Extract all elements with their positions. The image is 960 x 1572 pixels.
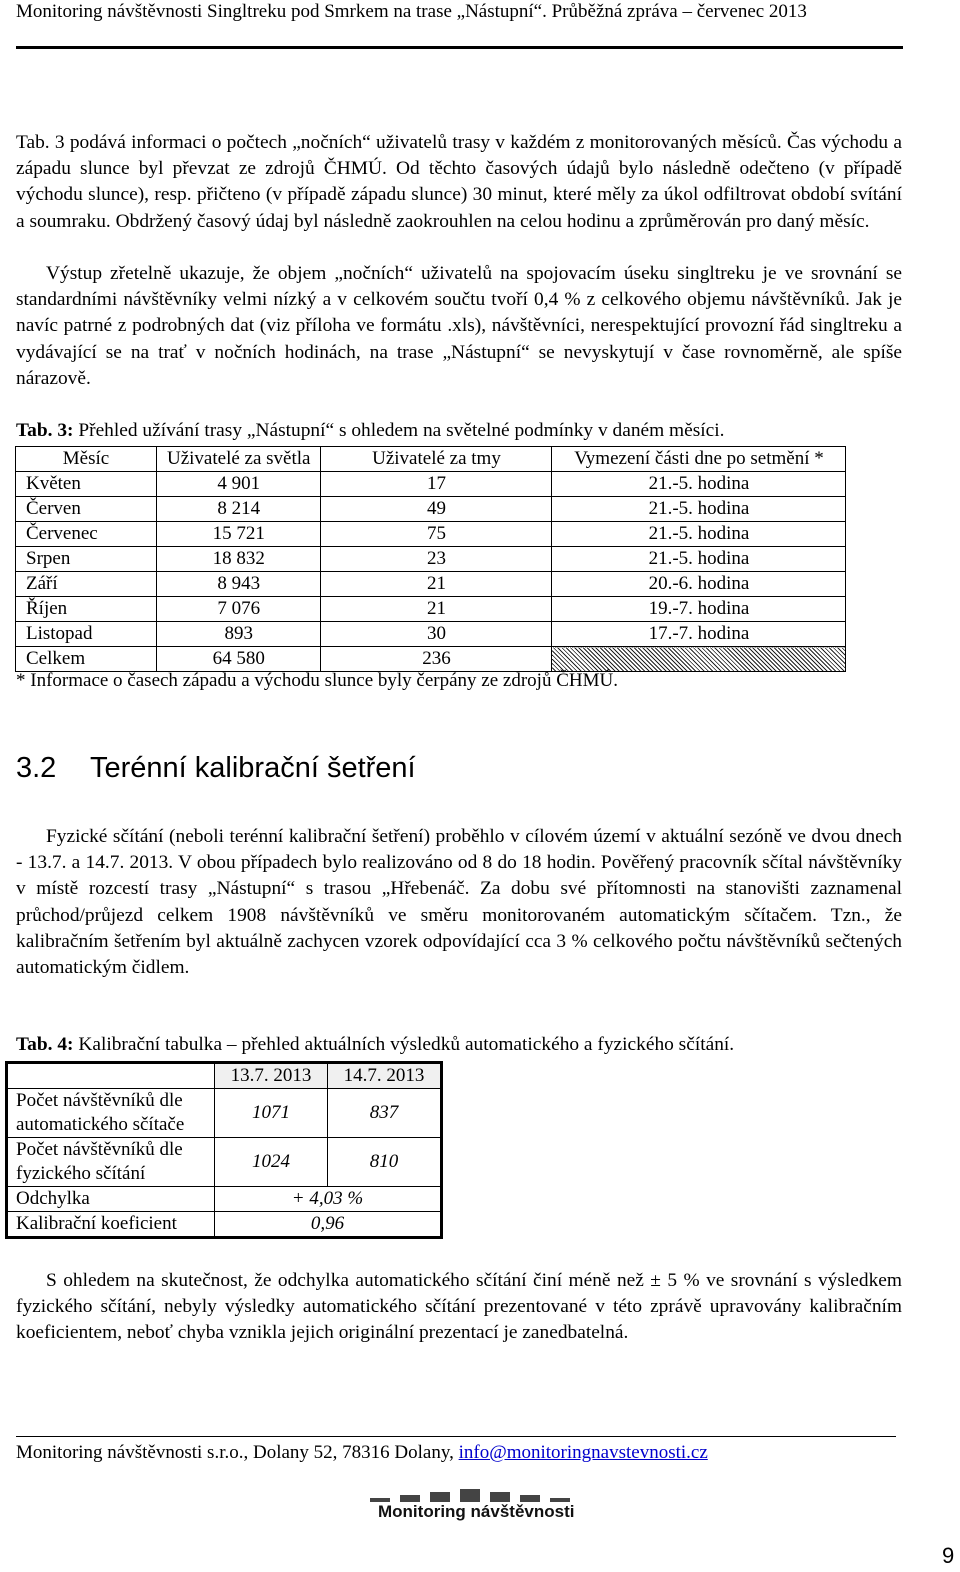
cell-day-users: 4 901: [157, 472, 321, 497]
header-day-users: Uživatelé za světla: [157, 447, 321, 472]
cell-physical-day1: 1024: [215, 1138, 328, 1187]
table3-caption: [16, 420, 725, 442]
cell-automatic-day2: 837: [328, 1089, 442, 1138]
cell-night-users: 21: [321, 597, 552, 622]
table-row: [16, 547, 846, 572]
logo-graphic: [360, 1488, 590, 1502]
section-number: 3.2: [16, 752, 57, 784]
calibration-paragraph: Fyzické sčítání (neboli terénní kalibrační šetření) proběhlo v cílovém území v aktuální sezóně ve dvou dnech - 13.7. a 14.7. 2013. V obou případech bylo realizováno od 8 do 18 hodin. Pověřený pracovník sčítal návštěvníky v místě rozcestí trasy „Nástupní“ s trasou „Hřebenáč. Za dobu své přítomnosti na stanovišti zaznamenal průchod/průjezd celkem 1908 návštěvníků ve směru monitorovaném automatickým sčítačem. Tzn., že kalibračním šetřením byl aktuálně zachycen vzorek odpovídající cca 3 % celkového počtu návštěvníků sečtených automatickým čidlem.: [16, 826, 902, 979]
cell-total-day-users: 64 580: [157, 647, 321, 672]
intro-paragraph-1: Tab. 3 podává informaci o počtech „nočních“ uživatelů trasy v každém z monitorovaných měsíců. Čas východu a západu slunce byl převzat ze zdrojů ČHMÚ. Od těchto časových údajů bylo následně odečteno (v případě východu slunce), resp. přičteno (v případě západu slunce) 30 minut, které měly za úkol odfiltrovat období svítání a soumraku. Obdržený časový údaj byl následně zaokrouhlen na celou hodinu a zprůměrován pro daný měsíc.: [16, 132, 902, 232]
header-night-definition: Vymezení části dne po setmění *: [552, 447, 846, 472]
conclusion-paragraph: S ohledem na skutečnost, že odchylka automatického sčítání činí méně než ± 5 % ve srovnání s výsledkem fyzického sčítání, nebyly výsledky automatického sčítání prezentované v této zprávě upravovány kalibračním koeficientem, neboť chyba vznikla jejich originální prezentací je zanedbatelná.: [16, 1270, 902, 1344]
table-row: [16, 472, 846, 497]
section-heading: [16, 752, 416, 785]
cell-night-definition: 21.-5. hodina: [552, 522, 846, 547]
cell-night-definition: 19.-7. hodina: [552, 597, 846, 622]
header-month: Měsíc: [16, 447, 157, 472]
cell-month: Červenec: [16, 522, 157, 547]
logo-text: Monitoring návštěvnosti: [378, 1502, 575, 1521]
cell-month: Listopad: [16, 622, 157, 647]
section-title-text: Terénní kalibrační šetření: [90, 752, 416, 784]
intro-paragraph-2: Výstup zřetelně ukazuje, že objem „nočních“ uživatelů na spojovacím úseku singltreku je ve srovnání se standardními návštěvníky velmi nízký a v celkovém součtu tvoří 0,4 % z celkového objemu návštěvníků. Jak je navíc patrné z podrobných dat (viz příloha ve formátu .xls), návštěvníci, nerespektující provozní řád singltreku a vydávající se na trať v nočních hodinách, na trase „Nástupní“ se nevyskytují v čase rovnoměrně, ale spíše nárazově.: [16, 263, 902, 389]
cell-total-hatched: [552, 647, 846, 672]
cell-night-users: 21: [321, 572, 552, 597]
table-header-row: [7, 1063, 442, 1089]
header-date-2: 14.7. 2013: [328, 1063, 442, 1089]
cell-month: Srpen: [16, 547, 157, 572]
page-header-title: Monitoring návštěvnosti Singltreku pod Smrkem na trase „Nástupní“. Průběžná zpráva – červenec 2013: [16, 1, 807, 22]
table4-caption-label: Tab. 4:: [16, 1034, 74, 1055]
cell-deviation: + 4,03 %: [215, 1187, 442, 1212]
cell-total-label: Celkem: [16, 647, 157, 672]
calibration-table: [5, 1061, 443, 1239]
cell-night-definition: 21.-5. hodina: [552, 547, 846, 572]
table-row: [7, 1212, 442, 1238]
cell-month: Září: [16, 572, 157, 597]
cell-day-users: 18 832: [157, 547, 321, 572]
monthly-usage-table: [15, 446, 846, 672]
footer-address: [16, 1442, 708, 1464]
table-total-row: [16, 647, 846, 672]
table3-caption-label: Tab. 3:: [16, 420, 74, 441]
cell-night-users: 17: [321, 472, 552, 497]
cell-total-night-users: 236: [321, 647, 552, 672]
cell-night-definition: 20.-6. hodina: [552, 572, 846, 597]
footer-divider: [16, 1436, 896, 1437]
table4-caption-text: Kalibrační tabulka – přehled aktuálních výsledků automatického a fyzického sčítání.: [73, 1034, 735, 1055]
header-date-1: 13.7. 2013: [215, 1063, 328, 1089]
cell-month: Květen: [16, 472, 157, 497]
footer-email-link[interactable]: info@monitoringnavstevnosti.cz: [458, 1442, 708, 1463]
row-label-automatic: Počet návštěvníků dle automatického sčítače: [7, 1089, 215, 1138]
cell-day-users: 7 076: [157, 597, 321, 622]
cell-physical-day2: 810: [328, 1138, 442, 1187]
table-row: [16, 497, 846, 522]
cell-night-users: 49: [321, 497, 552, 522]
table-row: [16, 522, 846, 547]
row-label-coefficient: Kalibrační koeficient: [7, 1212, 215, 1238]
cell-day-users: 15 721: [157, 522, 321, 547]
cell-automatic-day1: 1071: [215, 1089, 328, 1138]
header-night-users: Uživatelé za tmy: [321, 447, 552, 472]
cell-night-users: 30: [321, 622, 552, 647]
table-row: [7, 1187, 442, 1212]
row-label-deviation: Odchylka: [7, 1187, 215, 1212]
row-label-physical: Počet návštěvníků dle fyzického sčítání: [7, 1138, 215, 1187]
cell-night-definition: 21.-5. hodina: [552, 497, 846, 522]
table3-footnote: * Informace o časech západu a východu slunce byly čerpány ze zdrojů ČHMÚ.: [16, 670, 618, 691]
cell-day-users: 893: [157, 622, 321, 647]
cell-night-definition: 21.-5. hodina: [552, 472, 846, 497]
table-row: [16, 597, 846, 622]
cell-night-users: 75: [321, 522, 552, 547]
cell-coefficient: 0,96: [215, 1212, 442, 1238]
footer-address-text: Monitoring návštěvnosti s.r.o., Dolany 52, 78316 Dolany,: [16, 1442, 459, 1463]
table-header-row: [16, 447, 846, 472]
table-row: [7, 1138, 442, 1187]
table-row: [7, 1089, 442, 1138]
cell-day-users: 8 943: [157, 572, 321, 597]
table-row: [16, 572, 846, 597]
cell-night-users: 23: [321, 547, 552, 572]
cell-month: Červen: [16, 497, 157, 522]
cell-day-users: 8 214: [157, 497, 321, 522]
page-number: 9: [942, 1543, 955, 1568]
cell-month: Říjen: [16, 597, 157, 622]
table-row: [16, 622, 846, 647]
table4-caption: [16, 1034, 734, 1056]
header-divider: [16, 46, 903, 49]
cell-night-definition: 17.-7. hodina: [552, 622, 846, 647]
table3-caption-text: Přehled užívání trasy „Nástupní“ s ohledem na světelné podmínky v daném měsíci.: [73, 420, 725, 441]
corner-cell: [7, 1063, 215, 1089]
